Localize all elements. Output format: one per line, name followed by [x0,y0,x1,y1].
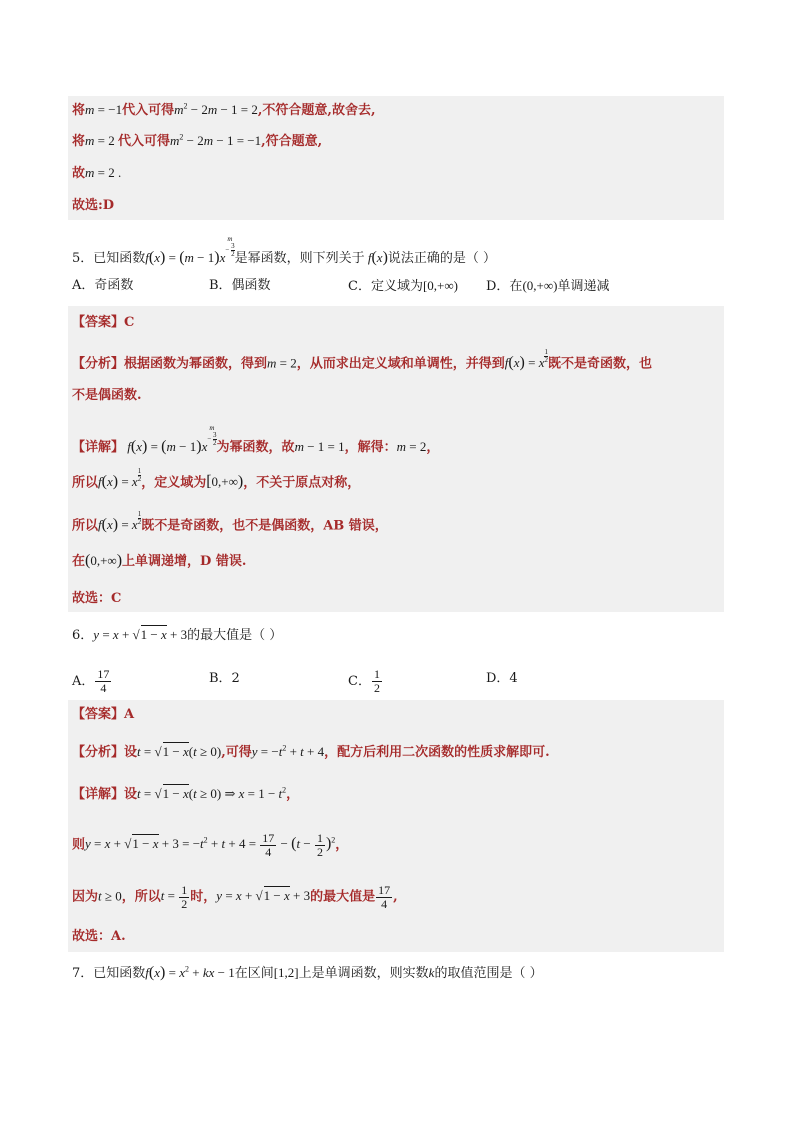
q5-analysis-cont: 不是偶函数. [72,388,142,403]
q5-options [72,277,672,297]
prev-line2-a: 将 [72,134,86,149]
q6-analysis: 【分析】设t = √1 − x(t ≥ 0),可得$y = -t^2 + t + 4$，配方后利用二次函数的性质求解即可. [72,743,550,760]
q5-answer: 【答案】C [72,315,135,330]
prev-line2-c: ,符合题意, [261,134,323,149]
prev-line-1: 将m = −1代入可得$m^2 - 2m - 1 = 2$,不符合题意,故舍去, [72,101,376,118]
q5-num: 5．已知函数 [72,251,146,267]
q6-solution-block [68,700,724,952]
prev-line1-c: ,不符合题意,故舍去, [257,103,376,118]
q7-stem: 7．已知函数$f(x) = x^2$ + kx − 1在区间[1,2]上是单调函数，则实数k的取值范围是（ ） [72,964,543,981]
q5-mid: 是幂函数，则下列关于 [234,251,365,267]
q6-options [72,662,672,696]
prev-line1-a: 将 [72,103,86,118]
prev-line1-b: 代入可得 [122,103,175,118]
q5-stem: 5．已知函数f(x) = (m − 1)x m − $\frac{3}{2}$ 是幂函数，则下列关于 f(x)说法正确的是（ ） [72,235,497,267]
q5-detail-2: 所以f(x) = x $\frac{1}{2}$ ，定义域为[0,+∞)，不关于原点对称， [72,467,361,491]
prev-line2-b: 代入可得 [118,134,171,149]
q6-option-a[interactable]: A． $\frac{17}{4}$ [72,667,110,695]
q5-detail-1: 【详解】 f(x) = (m − 1)x m − $\frac{3}{2}$ 为幂函数，故m − 1 = 1，解得：m = 2， [72,424,440,456]
prev-line-2: 将m = 2 代入可得$m^2 - 2m - 1 = -1$,符合题意, [72,132,323,149]
prev-line3: 故 [72,166,86,181]
q6-answer: 【答案】A [72,707,135,722]
q5-option-a[interactable]: A．奇函数 [72,278,134,293]
q6-stem: 6．y = x + √1 − x + 3的最大值是（ ） [72,627,283,643]
q6-option-c[interactable]: C． $\frac{1}{2}$ [348,667,380,695]
q6-option-b[interactable]: B．2 [209,671,240,686]
q5-detail-4: 在(0,+∞)上单调递增，D 错误. [72,552,247,569]
q5-option-b[interactable]: B．偶函数 [209,278,271,293]
q6-final: 故选：A. [72,929,126,944]
q5-option-d[interactable]: D．在(0,+∞)单调递减 [486,278,610,294]
q6-detail-2: 则$y = x + √1 - x + 3 = -t^2 + t + 4$ = $\frac{17}{4}$ − (t − $\frac{1}{2}$ )$^2$， [72,831,349,859]
q5-tail: 说法正确的是（ ） [387,251,497,267]
q6-detail-1: 【详解】设t = √1 − x(t ≥ 0) ⇒ $x = 1 - t^2$， [72,785,300,802]
prev-answer: 故选:D [72,198,115,213]
q5-option-c[interactable]: C．定义域为[0,+∞) [348,278,458,294]
q5-detail-3: 所以f(x) = x $\frac{1}{2}$ 既不是奇函数，也不是偶函数，AB 错误， [72,510,388,534]
q5-final: 故选：C [72,591,122,606]
q5-analysis: 【分析】根据函数为幂函数，得到m = 2，从而求出定义域和单调性，并得到f(x) = x $\frac{1}{2}$ 既不是奇函数，也 [72,348,652,372]
q6-detail-3: 因为t ≥ 0，所以t = $\frac{1}{2}$ 时，y = x + √1 − x + 3的最大值是 $\frac{17}{4}$ , [72,883,398,911]
prev-line-3: 故m = 2 . [72,165,122,181]
q6-option-d[interactable]: D．4 [486,671,518,686]
